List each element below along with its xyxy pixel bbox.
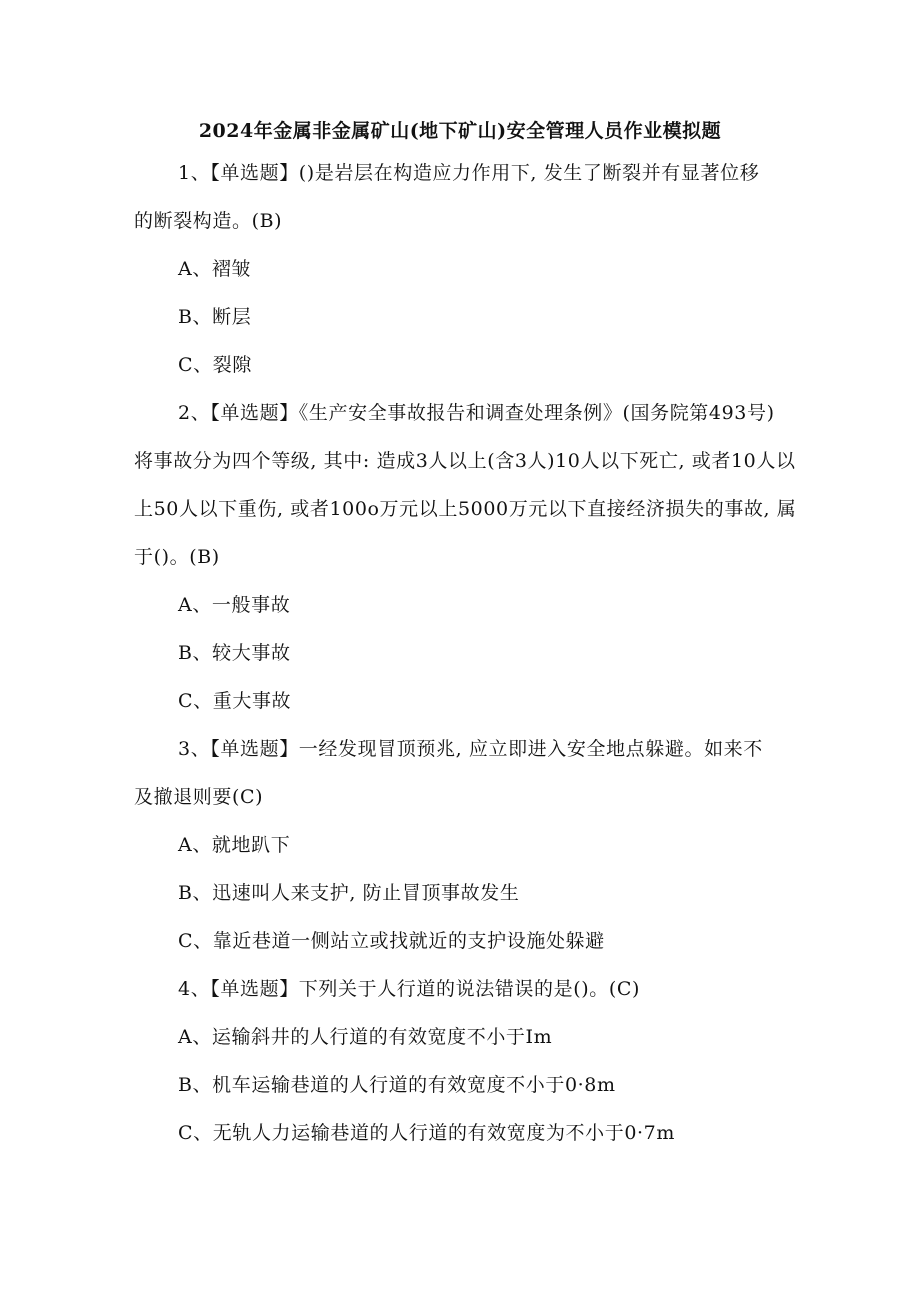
question-3-line-2: 及撤退则要(C): [134, 786, 264, 808]
question-1-line-1: 1、【单选题】()是岩层在构造应力作用下, 发生了断裂并有显著位移: [178, 162, 760, 184]
question-4-line-1: 4、【单选题】下列关于人行道的说法错误的是()。(C): [178, 978, 640, 1000]
question-3-line-1: 3、【单选题】一经发现冒顶预兆, 应立即进入安全地点躲避。如来不: [178, 738, 763, 760]
question-4-option-c: C、无轨人力运输巷道的人行道的有效宽度为不小于0·7m: [178, 1122, 675, 1144]
question-3-option-c: C、靠近巷道一侧站立或找就近的支护设施处躲避: [178, 930, 605, 952]
question-3-option-b: B、迅速叫人来支护, 防止冒顶事故发生: [178, 882, 520, 904]
question-2-option-b: B、较大事故: [178, 642, 291, 664]
question-1-option-c: C、裂隙: [178, 354, 252, 376]
question-1-option-a: A、褶皱: [178, 258, 252, 280]
question-2-line-4: 于()。(B): [134, 546, 220, 568]
question-2-line-3: 上50人以下重伤, 或者100o万元以上5000万元以下直接经济损失的事故, 属: [134, 498, 797, 520]
question-3-option-a: A、就地趴下: [178, 834, 291, 856]
question-4-option-a: A、运输斜井的人行道的有效宽度不小于Im: [178, 1026, 553, 1048]
question-2-option-a: A、一般事故: [178, 594, 291, 616]
document-title: 2024年金属非金属矿山(地下矿山)安全管理人员作业模拟题: [198, 120, 722, 142]
question-1-option-b: B、断层: [178, 306, 252, 328]
question-2-line-2: 将事故分为四个等级, 其中: 造成3人以上(含3人)10人以下死亡, 或者10人以: [134, 450, 796, 472]
question-1-line-2: 的断裂构造。(B): [134, 210, 283, 232]
question-2-option-c: C、重大事故: [178, 690, 292, 712]
question-2-line-1: 2、【单选题】《生产安全事故报告和调查处理条例》(国务院第493号): [178, 402, 775, 424]
question-4-option-b: B、机车运输巷道的人行道的有效宽度不小于0·8m: [178, 1074, 616, 1096]
